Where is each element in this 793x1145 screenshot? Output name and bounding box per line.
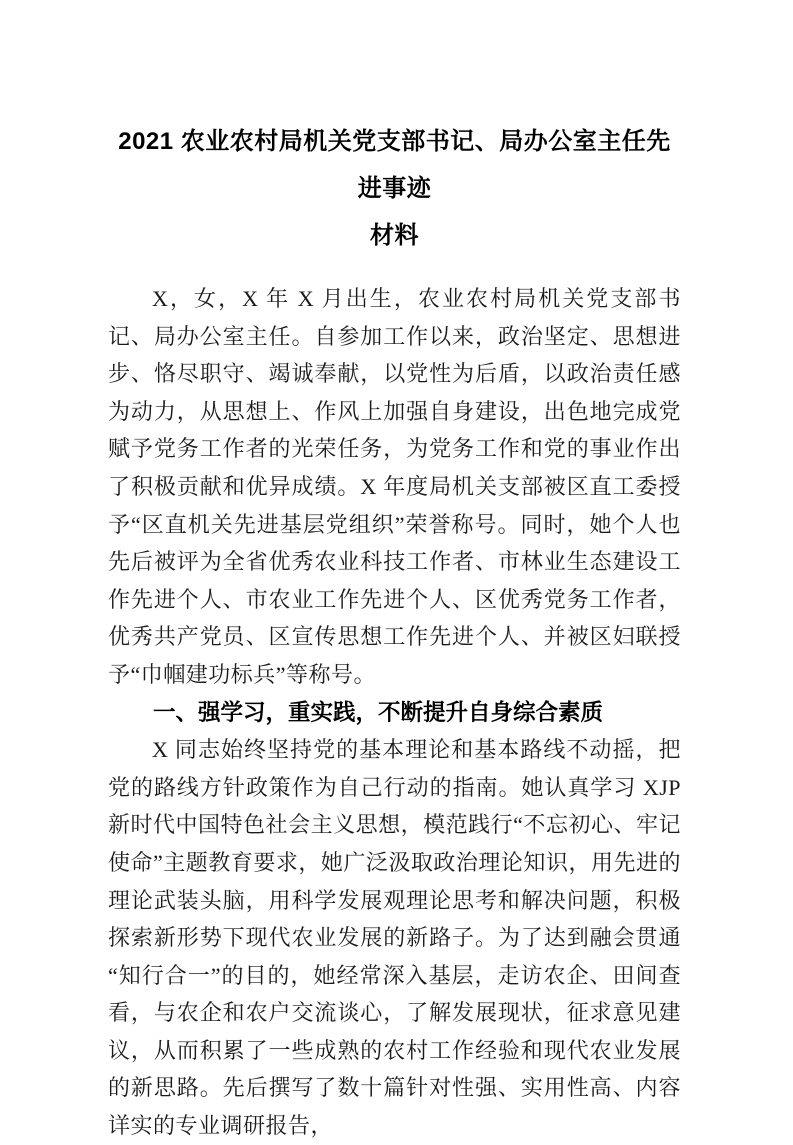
section-heading-1: 一、强学习，重实践，不断提升自身综合素质 — [153, 699, 604, 725]
document-title — [108, 118, 681, 259]
document-title-line-2: 材料 — [370, 222, 419, 249]
paragraph-section-1: X 同志始终坚持党的基本理论和基本路线不动摇，把党的路线方针政策作为自己行动的指南。她认真学习 XJP 新时代中国特色社会主义思想，模范践行“不忘初心、牢记使命”主题教育要求，她广泛汲取政治理论知识，用先进的理论武装头脑，用科学发展观理论思考和解决问题，积极探索新形势下现代农业发展的新路子。为了达到融会贯通“知行合一”的目的，她经常深入基层，走访农企、田间查看，与农企和农户交流谈心，了解发展现状，征求意见建议，从而积累了一些成熟的农村工作经验和现代农业发展的新思路。先后撰写了数十篇针对性强、实用性高、内容详实的专业调研报告， — [108, 737, 681, 1139]
paragraph-introduction: X，女，X 年 X 月出生，农业农村局机关党支部书记、局办公室主任。自参加工作以来，政治坚定、思想进步、恪尽职守、竭诚奉献，以党性为后盾，以政治责任感为动力，从思想上、作风上加强自身建设，出色地完成党赋予党务工作者的光荣任务，为党务工作和党的事业作出了积极贡献和优异成绩。X 年度局机关支部被区直工委授予“区直机关先进基层党组织”荣誉称号。同时，她个人也先后被评为全省优秀农业科技工作者、市林业生态建设工作先进个人、市农业工作先进个人、区优秀党务工作者，优秀共产党员、区宣传思想工作先进个人、并被区妇联授予“巾帼建功标兵”等称号。 — [108, 286, 681, 687]
document-title-line-1: 2021 农业农村局机关党支部书记、局办公室主任先进事迹 — [118, 128, 671, 202]
